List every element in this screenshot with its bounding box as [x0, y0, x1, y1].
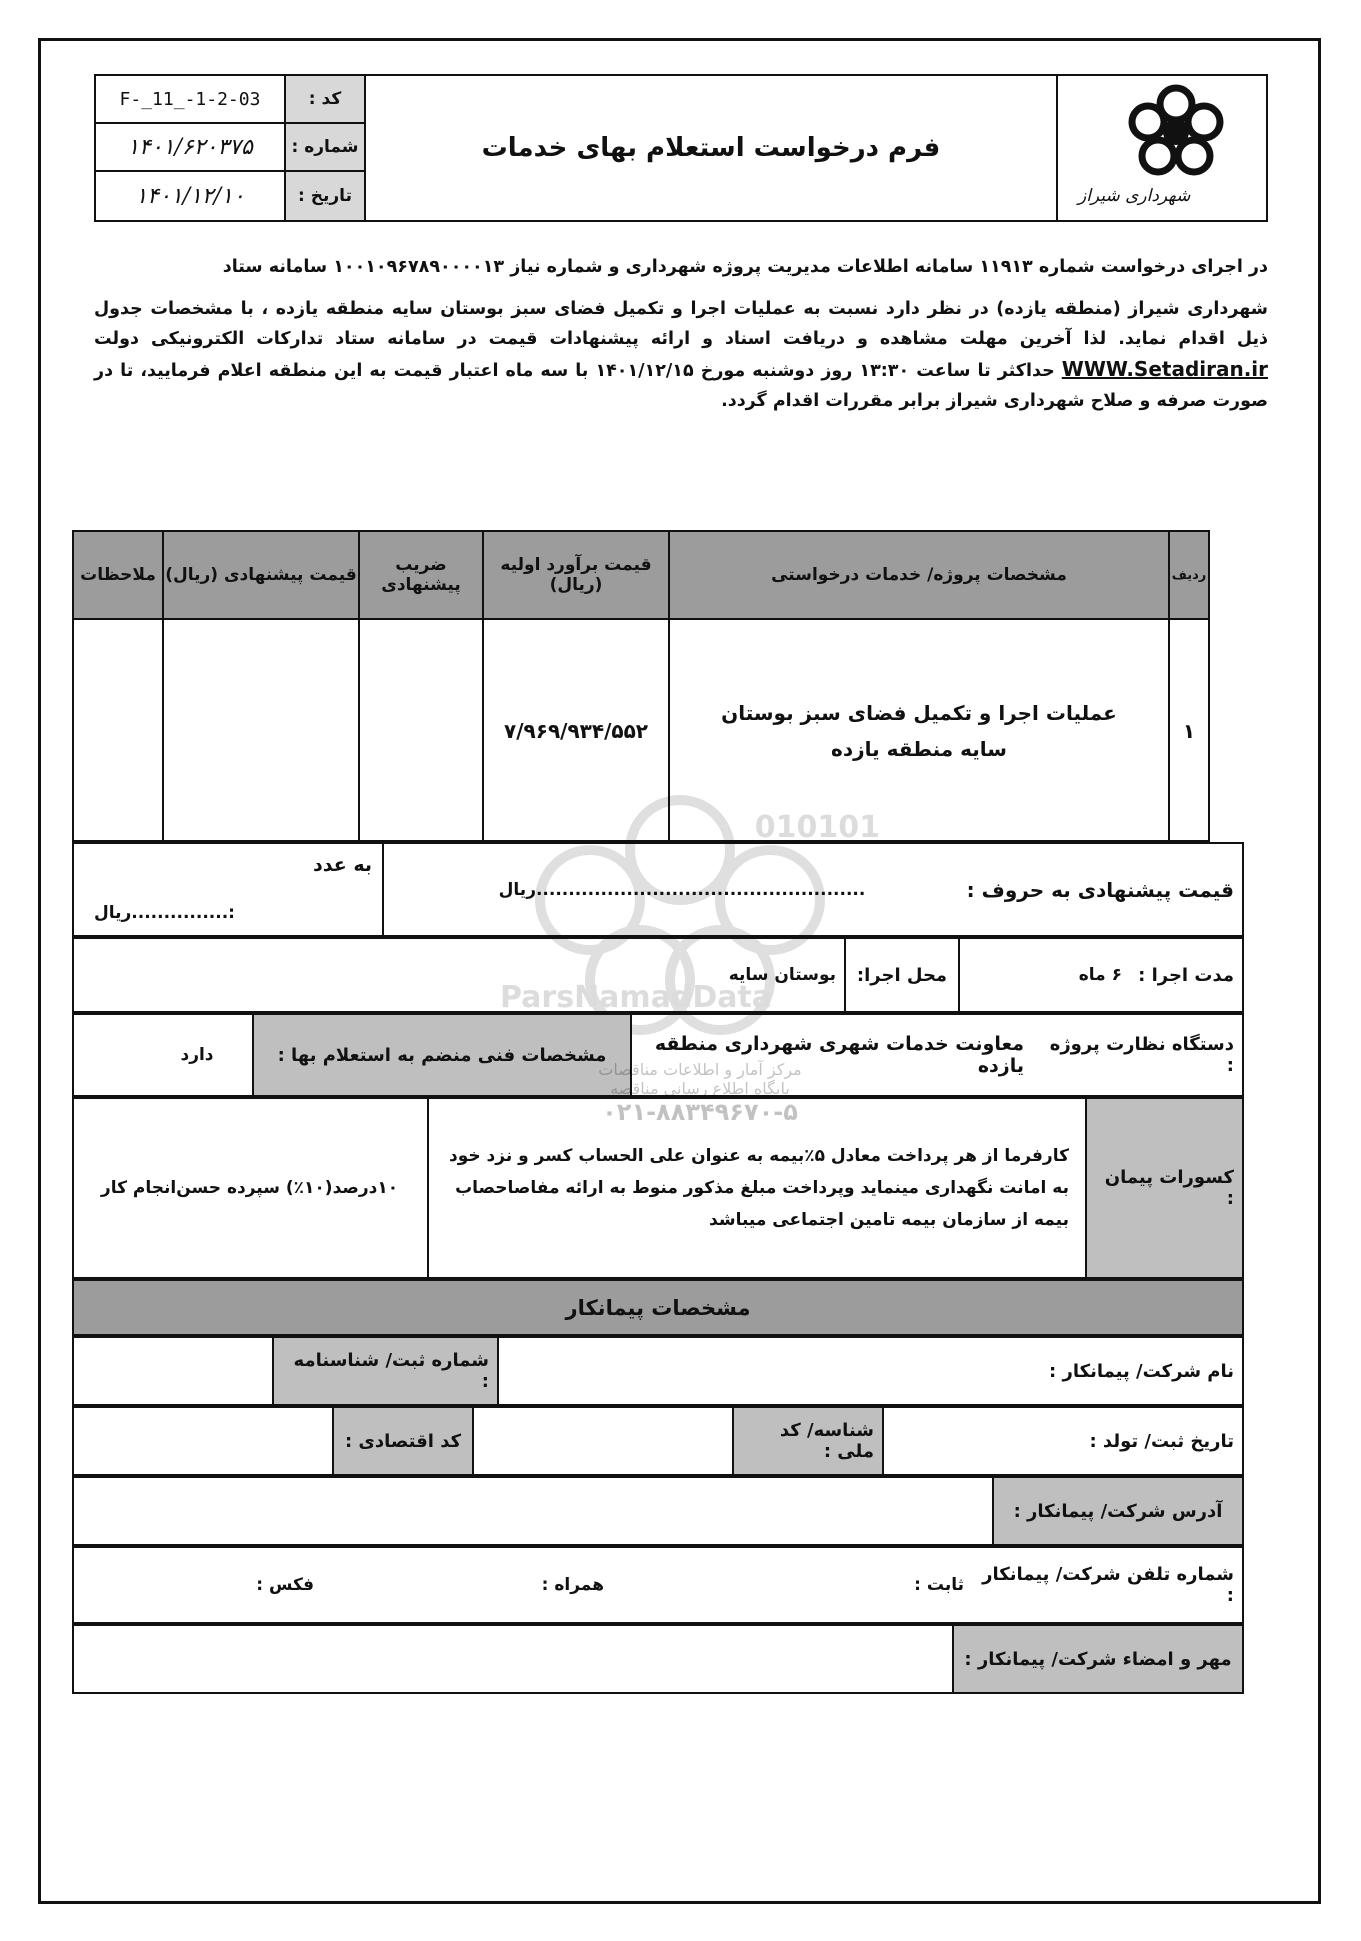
national-id-field[interactable]: [472, 1408, 732, 1474]
address-row: [72, 1476, 1244, 1546]
col-header-row: ردیف: [1168, 532, 1208, 618]
supervision-value: معاونت خدمات شهری شهرداری منطقه یازده: [654, 1033, 1024, 1077]
economic-code-label: کد اقتصادی :: [332, 1408, 472, 1474]
date-value: ۱۴۰۱/۱۲/۱۰: [135, 183, 245, 209]
deductions-deposit: ۱۰درصد(۱۰٪) سپرده حسن‌انجام کار: [100, 1178, 399, 1198]
seal-field[interactable]: [74, 1626, 954, 1692]
setadiran-link[interactable]: WWW.Setadiran.ir: [1061, 357, 1269, 381]
supervision-label: دستگاه نظارت پروژه :: [1049, 1034, 1234, 1076]
col-header-offer: قیمت پیشنهادی (ریال): [162, 532, 358, 618]
form-title: فرم درخواست استعلام بهای خدمات: [481, 133, 941, 163]
price-digits-blank[interactable]: :...............ریال: [94, 903, 235, 923]
cell-spec: عملیات اجرا و تکمیل فضای سبز بوستان سایه منطقه یازده: [668, 620, 1168, 842]
services-table: [72, 530, 1210, 842]
phone-row: [72, 1546, 1244, 1624]
intro-paragraph: [94, 294, 1268, 416]
form-meta: [96, 76, 366, 220]
col-header-notes: ملاحظات: [74, 532, 162, 618]
price-words-label: قیمت پیشنهادی به حروف :: [966, 877, 1234, 902]
watermark-center-text: [520, 1060, 880, 1126]
national-id-label: شناسه/ کد ملی :: [732, 1408, 882, 1474]
cell-estimate: ۷/۹۶۹/۹۳۴/۵۵۲: [482, 620, 668, 842]
date-label: تاریخ :: [284, 172, 364, 220]
col-header-estimate: قیمت برآورد اولیه (ریال): [482, 532, 668, 618]
company-name-field[interactable]: [497, 1338, 1032, 1404]
reg-date-row: [72, 1406, 1244, 1476]
deductions-text: کارفرما از هر پرداخت معادل ۵٪بیمه به عنوان علی الحساب کسر و نزد خود به امانت نگهداری مینماید وپرداخت مبلغ مذکور منوط به ارائه مفاصاحصاب بیمه از سازمان بیمه تامین اجتماعی میباشد: [427, 1099, 1087, 1277]
reg-number-label: شماره ثبت/ شناسنامه :: [272, 1338, 497, 1404]
price-digits-label: به عدد: [313, 854, 372, 876]
phone-label: شماره تلفن شرکت/ پیمانکار :: [982, 1564, 1234, 1606]
reg-number-field[interactable]: [74, 1338, 271, 1404]
watermark-brand: ParsNamadData: [500, 980, 773, 1015]
watermark-digits: 010101: [754, 810, 880, 845]
fax-label: فکس :: [256, 1575, 314, 1595]
form-header: [94, 74, 1268, 222]
code-row: [96, 76, 364, 124]
place-label: محل اجرا:: [844, 939, 960, 1011]
code-value: F-_11_-1-2-03: [119, 88, 261, 110]
company-name-row: [72, 1336, 1244, 1406]
company-name-label: نام شرکت/ پیمانکار :: [1049, 1360, 1234, 1382]
tech-spec-label: مشخصات فنی منضم به استعلام بها :: [252, 1015, 632, 1095]
number-row: [96, 124, 364, 172]
code-label: کد :: [284, 76, 364, 122]
cell-offer[interactable]: [162, 620, 358, 842]
seal-label: مهر و امضاء شرکت/ پیمانکار :: [952, 1626, 1242, 1692]
contractor-section-title-row: [72, 1279, 1244, 1336]
watermark-line2: پایگاه اطلاع رسانی مناقصه: [610, 1079, 790, 1098]
reg-date-field[interactable]: [882, 1408, 1067, 1474]
duration-value: ۶ ماه: [1078, 965, 1122, 985]
contractor-section-title: مشخصات پیمانکار: [565, 1295, 751, 1320]
watermark-line1: مرکز آمار و اطلاعات مناقصات: [598, 1060, 802, 1079]
economic-code-field[interactable]: [74, 1408, 332, 1474]
address-label: آدرس شرکت/ پیمانکار :: [992, 1478, 1242, 1544]
reg-date-label: تاریخ ثبت/ تولد :: [1089, 1430, 1234, 1452]
seal-row: [72, 1624, 1244, 1694]
col-header-coef: ضریب پیشنهادی: [358, 532, 482, 618]
cell-coef[interactable]: [358, 620, 482, 842]
number-label: شماره :: [284, 124, 364, 170]
place-value: بوستان سایه: [728, 965, 836, 985]
intro-part1: شهرداری شیراز (منطقه یازده) در نظر دارد نسبت به عملیات اجرا و تکمیل فضای سبز بوستان سایه منطقه یازده ، با مشخصات جدول ذیل اقدام نماید. لذا آخرین مهلت مشاهده و دریافت اسناد و ارائه پیشنهادات قیمت در سامانه ستاد تدارکات الکترونیکی دولت: [94, 299, 1268, 349]
cell-notes[interactable]: [74, 620, 162, 842]
price-digits-box: [74, 844, 384, 935]
logo-box: [1056, 76, 1266, 220]
address-field[interactable]: [74, 1478, 994, 1544]
number-value: ۱۴۰۱/۶۲۰۳۷۵: [127, 134, 253, 160]
intro-text: [94, 252, 1268, 428]
duration-row: [72, 937, 1244, 1013]
mobile-label: همراه :: [541, 1575, 604, 1595]
landline-label: ثابت :: [914, 1575, 964, 1595]
date-row: [96, 172, 364, 220]
deductions-label: کسورات پیمان :: [1087, 1099, 1242, 1277]
duration-label: مدت اجرا :: [1138, 964, 1234, 986]
watermark-phone: ۰۲۱-۸۸۳۴۹۶۷۰-۵: [602, 1098, 798, 1126]
col-header-spec: مشخصات پروژه/ خدمات درخواستی: [668, 532, 1168, 618]
intro-line1: در اجرای درخواست شماره ۱۱۹۱۳ سامانه اطلاعات مدیریت پروژه شهرداری و شماره نیاز ۱۰۰۱۰۹۶۷۸۹۰۰۰۰۱۳ سامانه ستاد: [222, 257, 1268, 277]
logo-text: شهرداری شیراز: [1078, 186, 1191, 206]
price-words-blank[interactable]: ...................................................ریال: [498, 879, 866, 900]
cell-row-number: ۱: [1168, 620, 1208, 842]
tech-spec-value: دارد: [180, 1045, 214, 1065]
intro-part2: حداکثر تا ساعت ۱۳:۳۰ روز دوشنبه مورخ ۱۴۰۱/۱۲/۱۵ با سه ماه اعتبار قیمت به این منطقه اعلام فرمایید، تا در صورت صرفه و صلاح شهرداری شیراز برابر مقررات اقدام گردد.: [94, 361, 1268, 411]
offer-price-row: [72, 842, 1244, 937]
shiraz-flower-logo-icon: [1116, 82, 1236, 192]
